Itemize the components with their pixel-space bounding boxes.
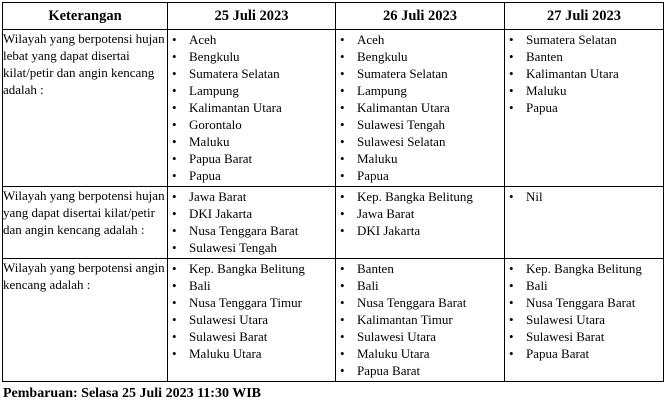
list-item: • Kalimantan Utara bbox=[336, 99, 504, 116]
region-list bbox=[505, 30, 663, 118]
table-row bbox=[3, 187, 664, 259]
region-cell bbox=[336, 259, 505, 382]
list-item: • Papua Barat bbox=[168, 150, 335, 167]
region-cell bbox=[336, 187, 505, 259]
list-item: • Lampung bbox=[336, 82, 504, 99]
table-row bbox=[3, 259, 664, 382]
region-list bbox=[336, 187, 504, 241]
list-item: • Aceh bbox=[168, 31, 335, 48]
list-item: • Sulawesi Utara bbox=[168, 311, 335, 328]
forecast-table bbox=[2, 2, 664, 382]
region-cell bbox=[336, 30, 505, 187]
list-item: • Papua bbox=[336, 167, 504, 184]
header-row bbox=[3, 3, 664, 30]
region-list bbox=[505, 259, 663, 364]
list-item: • Kep. Bangka Belitung bbox=[168, 260, 335, 277]
list-item: • Banten bbox=[505, 48, 663, 65]
list-item: • Sumatera Selatan bbox=[168, 65, 335, 82]
row-label: Wilayah yang berpotensi hujan yang dapat disertai kilat/petir dan angin kencang adalah : bbox=[3, 187, 168, 259]
list-item: • Sumatera Selatan bbox=[505, 31, 663, 48]
region-list bbox=[505, 187, 663, 207]
region-cell bbox=[168, 187, 336, 259]
update-timestamp: Pembaruan: Selasa 25 Juli 2023 11:30 WIB bbox=[3, 386, 261, 401]
list-item: • Nusa Tenggara Barat bbox=[505, 294, 663, 311]
list-item: • Sulawesi Tengah bbox=[168, 239, 335, 256]
region-cell bbox=[505, 30, 664, 187]
region-list bbox=[168, 187, 335, 258]
list-item: • Bali bbox=[505, 277, 663, 294]
list-item: • Nusa Tenggara Timur bbox=[168, 294, 335, 311]
region-cell bbox=[505, 259, 664, 382]
list-item: • Bali bbox=[168, 277, 335, 294]
list-item: • Gorontalo bbox=[168, 116, 335, 133]
list-item: • Nusa Tenggara Barat bbox=[336, 294, 504, 311]
region-cell bbox=[505, 187, 664, 259]
list-item: • Lampung bbox=[168, 82, 335, 99]
list-item: • Papua bbox=[505, 99, 663, 116]
list-item: • Sumatera Selatan bbox=[336, 65, 504, 82]
list-item: • Aceh bbox=[336, 31, 504, 48]
list-item: • Bengkulu bbox=[336, 48, 504, 65]
list-item: • DKI Jakarta bbox=[336, 222, 504, 239]
header-date-3: 27 Juli 2023 bbox=[505, 3, 664, 30]
list-item: • Sulawesi Selatan bbox=[336, 133, 504, 150]
list-item: • Kalimantan Utara bbox=[168, 99, 335, 116]
region-cell bbox=[168, 259, 336, 382]
list-item: • Papua Barat bbox=[336, 362, 504, 379]
list-item: • Kep. Bangka Belitung bbox=[505, 260, 663, 277]
list-item: • Kalimantan Utara bbox=[505, 65, 663, 82]
header-date-2: 26 Juli 2023 bbox=[336, 3, 505, 30]
list-item: • Banten bbox=[336, 260, 504, 277]
list-item: • Sulawesi Utara bbox=[505, 311, 663, 328]
list-item: • Kalimantan Timur bbox=[336, 311, 504, 328]
list-item: • Bengkulu bbox=[168, 48, 335, 65]
row-label: Wilayah yang berpotensi hujan lebat yang dapat disertai kilat/petir dan angin kencang adalah : bbox=[3, 30, 168, 187]
list-item: • Maluku bbox=[168, 133, 335, 150]
table-row bbox=[3, 30, 664, 187]
list-item: • Maluku bbox=[505, 82, 663, 99]
region-cell bbox=[168, 30, 336, 187]
region-list bbox=[168, 30, 335, 186]
list-item: • Papua bbox=[168, 167, 335, 184]
list-item: • Maluku Utara bbox=[168, 345, 335, 362]
list-item: • Maluku bbox=[336, 150, 504, 167]
region-list bbox=[336, 30, 504, 186]
list-item: • Sulawesi Barat bbox=[168, 328, 335, 345]
list-item: • Nil bbox=[505, 188, 663, 205]
list-item: • Sulawesi Barat bbox=[505, 328, 663, 345]
region-list bbox=[168, 259, 335, 364]
list-item: • Bali bbox=[336, 277, 504, 294]
list-item: • Jawa Barat bbox=[168, 188, 335, 205]
list-item: • Sulawesi Utara bbox=[336, 328, 504, 345]
list-item: • DKI Jakarta bbox=[168, 205, 335, 222]
list-item: • Sulawesi Tengah bbox=[336, 116, 504, 133]
list-item: • Nusa Tenggara Barat bbox=[168, 222, 335, 239]
list-item: • Maluku Utara bbox=[336, 345, 504, 362]
list-item: • Papua Barat bbox=[505, 345, 663, 362]
list-item: • Jawa Barat bbox=[336, 205, 504, 222]
region-list bbox=[336, 259, 504, 381]
header-date-1: 25 Juli 2023 bbox=[168, 3, 336, 30]
row-label: Wilayah yang berpotensi angin kencang adalah : bbox=[3, 259, 168, 382]
list-item: • Kep. Bangka Belitung bbox=[336, 188, 504, 205]
header-keterangan: Keterangan bbox=[3, 3, 168, 30]
